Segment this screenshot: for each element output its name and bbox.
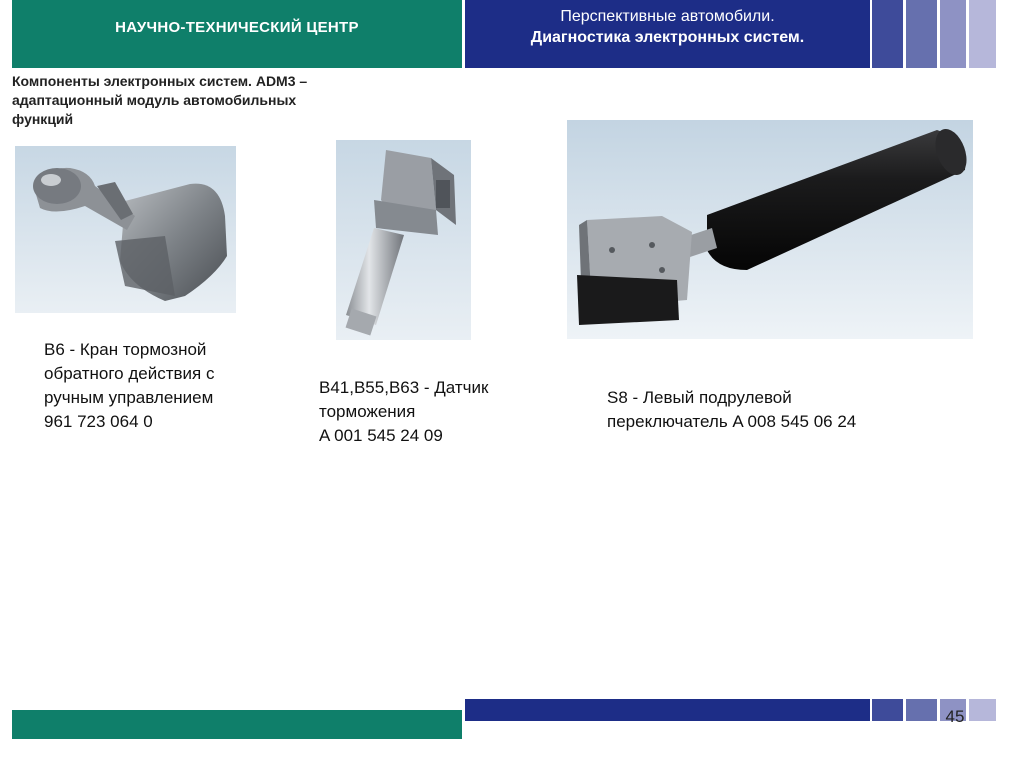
header-square-1	[872, 0, 903, 68]
presentation-title-line1: Перспективные автомобили.	[560, 8, 775, 25]
presentation-subtitle: Диагностика электронных систем.	[530, 29, 805, 46]
footer-square-4	[969, 699, 996, 721]
presentation-title	[465, 6, 870, 48]
caption-b6-part-number: 961 723 064 0	[44, 412, 153, 431]
caption-b41-line2: торможения	[319, 402, 416, 421]
footer-left-bar	[12, 710, 462, 739]
organization-title: НАУЧНО-ТЕХНИЧЕСКИЙ ЦЕНТР	[115, 19, 359, 36]
section-title-line2: адаптационный модуль автомобильных	[12, 92, 297, 108]
section-title-line1: Компоненты электронных систем. ADM3 –	[12, 73, 308, 89]
footer-right-bar	[465, 699, 870, 721]
caption-b6-line2: обратного действия с	[44, 364, 215, 383]
footer-square-2	[906, 699, 937, 721]
caption-s8-line2: переключатель A 008 545 06 24	[607, 412, 857, 431]
header-square-3	[940, 0, 966, 68]
column-switch-image	[567, 120, 973, 339]
section-title	[12, 72, 392, 129]
component-caption-s8	[607, 386, 937, 434]
header-right-bar	[465, 0, 870, 68]
caption-b41-line1: B41,B55,B63 - Датчик	[319, 378, 489, 397]
brake-sensor-image	[336, 140, 471, 340]
footer-square-1	[872, 699, 903, 721]
component-caption-b41	[319, 376, 559, 448]
caption-b6-line3: ручным управлением	[44, 388, 214, 407]
caption-b6-line1: B6 - Кран тормозной	[44, 340, 207, 359]
header-square-2	[906, 0, 937, 68]
page-number: 45	[945, 707, 965, 726]
section-title-line3: функций	[12, 111, 74, 127]
caption-b41-part-number: A 001 545 24 09	[319, 426, 443, 445]
caption-s8-line1: S8 - Левый подрулевой	[607, 388, 792, 407]
header-square-4	[969, 0, 996, 68]
header-left-bar	[12, 0, 462, 68]
component-caption-b6	[44, 338, 284, 434]
brake-valve-image	[15, 146, 236, 313]
